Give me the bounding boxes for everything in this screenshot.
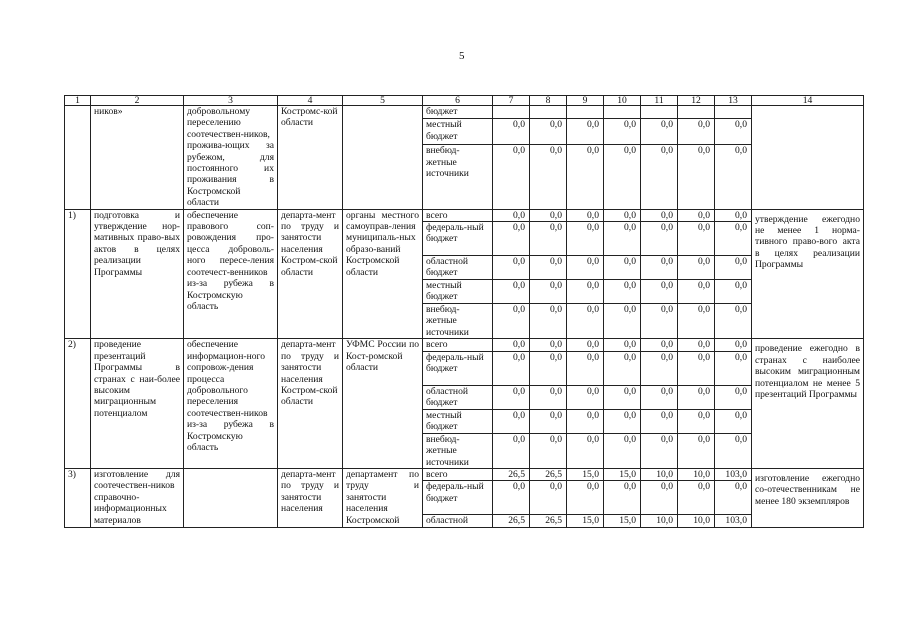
value-cell: 0,0 bbox=[604, 409, 641, 433]
value-cell: 0,0 bbox=[493, 280, 530, 304]
value-cell: 0,0 bbox=[641, 280, 678, 304]
funding-source-cell: федераль-ный бюджет bbox=[423, 351, 493, 385]
value-cell: 10,0 bbox=[678, 468, 715, 480]
funding-source-cell: всего bbox=[423, 339, 493, 351]
value-cell: 26,5 bbox=[493, 468, 530, 480]
table-row bbox=[65, 209, 864, 221]
program-table bbox=[64, 95, 864, 528]
executor-cell: департа-мент по труду и занятости населения Костром-ской области bbox=[278, 339, 343, 469]
value-cell: 0,0 bbox=[567, 280, 604, 304]
executor-cell: департа-мент по труду и занятости населения Костром-ской области bbox=[278, 209, 343, 339]
result-cell: утверждение ежегодно не менее 1 норма-тивного право-вого акта в целях реализации Программы bbox=[752, 209, 864, 339]
activity-name-cell: изготовление для соотечествен-ников справочно-информационных материалов bbox=[91, 468, 184, 527]
value-cell: 0,0 bbox=[604, 119, 641, 145]
value-cell: 0,0 bbox=[715, 209, 752, 221]
column-number: 1 bbox=[65, 96, 91, 106]
value-cell: 0,0 bbox=[530, 280, 567, 304]
value-cell: 0,0 bbox=[567, 433, 604, 468]
value-cell: 0,0 bbox=[493, 409, 530, 433]
goal-cell: добровольному переселению соотечествен-ников, прожива-ющих за рубежом, для постоянного их проживания в Костромской области bbox=[184, 106, 278, 210]
value-cell: 0,0 bbox=[715, 481, 752, 515]
result-cell: проведение ежегодно в странах с наиболее высоким миграционным потенциалом не менее 5 презентаций Программы bbox=[752, 339, 864, 469]
value-cell: 0,0 bbox=[641, 209, 678, 221]
value-cell: 0,0 bbox=[678, 409, 715, 433]
value-cell: 0,0 bbox=[604, 351, 641, 385]
value-cell: 0,0 bbox=[493, 222, 530, 256]
goal-cell: обеспечение информацион-ного сопровож-дения процесса добровольного переселения соотечествен-ников из-за рубежа в Костромскую область bbox=[184, 339, 278, 469]
value-cell: 0,0 bbox=[641, 304, 678, 339]
value-cell: 0,0 bbox=[530, 351, 567, 385]
value-cell: 0,0 bbox=[567, 119, 604, 145]
value-cell: 0,0 bbox=[567, 351, 604, 385]
value-cell: 0,0 bbox=[530, 304, 567, 339]
value-cell: 0,0 bbox=[715, 119, 752, 145]
value-cell: 0,0 bbox=[715, 433, 752, 468]
funding-source-cell: областной bbox=[423, 515, 493, 527]
value-cell: 0,0 bbox=[530, 433, 567, 468]
value-cell: 0,0 bbox=[493, 339, 530, 351]
value-cell: 0,0 bbox=[678, 145, 715, 210]
funding-source-cell: местный бюджет bbox=[423, 280, 493, 304]
value-cell: 0,0 bbox=[641, 433, 678, 468]
value-cell: 0,0 bbox=[493, 119, 530, 145]
value-cell: 26,5 bbox=[530, 515, 567, 527]
value-cell: 0,0 bbox=[604, 280, 641, 304]
funding-source-cell: внебюд-жетные источники bbox=[423, 433, 493, 468]
column-number: 5 bbox=[343, 96, 423, 106]
table-row bbox=[65, 339, 864, 351]
value-cell: 0,0 bbox=[641, 339, 678, 351]
value-cell: 0,0 bbox=[604, 222, 641, 256]
value-cell: 103,0 bbox=[715, 515, 752, 527]
funding-source-cell: местный бюджет bbox=[423, 409, 493, 433]
value-cell: 0,0 bbox=[493, 385, 530, 409]
value-cell: 0,0 bbox=[604, 145, 641, 210]
value-cell: 0,0 bbox=[567, 481, 604, 515]
value-cell: 0,0 bbox=[567, 209, 604, 221]
value-cell: 0,0 bbox=[493, 304, 530, 339]
value-cell: 0,0 bbox=[493, 351, 530, 385]
column-number: 8 bbox=[530, 96, 567, 106]
value-cell: 0,0 bbox=[715, 256, 752, 280]
activity-name-cell: проведение презентаций Программы в странах с наи-более высоким миграционным потенциалом bbox=[91, 339, 184, 469]
value-cell: 0,0 bbox=[567, 256, 604, 280]
value-cell: 0,0 bbox=[604, 339, 641, 351]
value-cell: 103,0 bbox=[715, 468, 752, 480]
funding-source-cell: федераль-ный бюджет bbox=[423, 481, 493, 515]
value-cell: 0,0 bbox=[678, 433, 715, 468]
page-number: 5 bbox=[459, 50, 465, 62]
column-number: 6 bbox=[423, 96, 493, 106]
value-cell: 0,0 bbox=[530, 119, 567, 145]
result-cell bbox=[752, 106, 864, 210]
result-cell: изготовление ежегодно со-отечественникам не менее 180 экземпляров bbox=[752, 468, 864, 527]
column-number: 2 bbox=[91, 96, 184, 106]
funding-source-cell: внебюд-жетные источники bbox=[423, 145, 493, 210]
column-number: 9 bbox=[567, 96, 604, 106]
value-cell: 0,0 bbox=[715, 409, 752, 433]
value-cell: 0,0 bbox=[678, 209, 715, 221]
value-cell: 15,0 bbox=[604, 468, 641, 480]
column-number: 10 bbox=[604, 96, 641, 106]
table-row bbox=[65, 106, 864, 119]
value-cell: 0,0 bbox=[604, 209, 641, 221]
value-cell bbox=[493, 106, 530, 119]
value-cell: 0,0 bbox=[678, 339, 715, 351]
value-cell bbox=[567, 106, 604, 119]
value-cell: 26,5 bbox=[493, 515, 530, 527]
value-cell: 0,0 bbox=[567, 409, 604, 433]
value-cell: 0,0 bbox=[678, 222, 715, 256]
value-cell: 0,0 bbox=[715, 222, 752, 256]
value-cell: 10,0 bbox=[641, 515, 678, 527]
value-cell: 0,0 bbox=[641, 145, 678, 210]
goal-cell: обеспечение правового соп-ровождения про-цесса доброволь-ного пересе-ления соотечест-венников из-за рубежа в Костромскую область bbox=[184, 209, 278, 339]
value-cell: 0,0 bbox=[530, 256, 567, 280]
table-row bbox=[65, 468, 864, 480]
activity-name-cell: ников» bbox=[91, 106, 184, 210]
value-cell: 0,0 bbox=[530, 481, 567, 515]
value-cell: 15,0 bbox=[604, 515, 641, 527]
value-cell: 0,0 bbox=[530, 339, 567, 351]
column-number: 4 bbox=[278, 96, 343, 106]
executor-cell: департа-мент по труду и занятости населения bbox=[278, 468, 343, 527]
value-cell: 0,0 bbox=[715, 351, 752, 385]
funding-source-cell: всего bbox=[423, 209, 493, 221]
value-cell: 0,0 bbox=[493, 256, 530, 280]
value-cell bbox=[530, 106, 567, 119]
value-cell: 0,0 bbox=[678, 280, 715, 304]
value-cell: 0,0 bbox=[641, 351, 678, 385]
value-cell: 0,0 bbox=[530, 145, 567, 210]
value-cell: 0,0 bbox=[641, 256, 678, 280]
value-cell: 0,0 bbox=[678, 481, 715, 515]
item-number-cell: 3) bbox=[65, 468, 91, 527]
funding-source-cell: всего bbox=[423, 468, 493, 480]
value-cell: 0,0 bbox=[715, 145, 752, 210]
value-cell: 0,0 bbox=[641, 119, 678, 145]
funding-source-cell: областной бюджет bbox=[423, 385, 493, 409]
value-cell: 0,0 bbox=[641, 409, 678, 433]
value-cell: 0,0 bbox=[715, 339, 752, 351]
column-number: 14 bbox=[752, 96, 864, 106]
value-cell: 0,0 bbox=[678, 304, 715, 339]
value-cell: 0,0 bbox=[604, 481, 641, 515]
value-cell bbox=[678, 106, 715, 119]
value-cell: 0,0 bbox=[530, 209, 567, 221]
value-cell bbox=[604, 106, 641, 119]
value-cell: 0,0 bbox=[604, 304, 641, 339]
value-cell: 0,0 bbox=[604, 385, 641, 409]
item-number-cell bbox=[65, 106, 91, 210]
value-cell: 0,0 bbox=[678, 119, 715, 145]
value-cell: 0,0 bbox=[567, 222, 604, 256]
value-cell: 0,0 bbox=[493, 433, 530, 468]
value-cell: 0,0 bbox=[567, 304, 604, 339]
value-cell: 0,0 bbox=[604, 256, 641, 280]
partner-cell: УФМС России по Кост-ромской области bbox=[343, 339, 423, 469]
column-number: 13 bbox=[715, 96, 752, 106]
value-cell: 0,0 bbox=[678, 351, 715, 385]
value-cell bbox=[715, 106, 752, 119]
value-cell: 0,0 bbox=[678, 256, 715, 280]
value-cell: 0,0 bbox=[715, 385, 752, 409]
column-number: 3 bbox=[184, 96, 278, 106]
value-cell: 15,0 bbox=[567, 468, 604, 480]
funding-source-cell: бюджет bbox=[423, 106, 493, 119]
value-cell: 0,0 bbox=[715, 280, 752, 304]
value-cell: 0,0 bbox=[567, 339, 604, 351]
column-number: 7 bbox=[493, 96, 530, 106]
value-cell: 0,0 bbox=[678, 385, 715, 409]
partner-cell bbox=[343, 106, 423, 210]
funding-source-cell: областной бюджет bbox=[423, 256, 493, 280]
value-cell: 0,0 bbox=[604, 433, 641, 468]
value-cell: 0,0 bbox=[530, 409, 567, 433]
partner-cell: органы местного самоуправ-ления муниципаль-ных образо-ваний Костромской области bbox=[343, 209, 423, 339]
value-cell: 0,0 bbox=[493, 209, 530, 221]
funding-source-cell: местный бюджет bbox=[423, 119, 493, 145]
value-cell: 10,0 bbox=[641, 468, 678, 480]
value-cell: 15,0 bbox=[567, 515, 604, 527]
value-cell: 0,0 bbox=[567, 145, 604, 210]
activity-name-cell: подготовка и утверждение нор-мативных право-вых актов в целях реализации Программы bbox=[91, 209, 184, 339]
item-number-cell: 2) bbox=[65, 339, 91, 469]
value-cell: 10,0 bbox=[678, 515, 715, 527]
funding-source-cell: федераль-ный бюджет bbox=[423, 222, 493, 256]
value-cell: 0,0 bbox=[530, 385, 567, 409]
value-cell: 26,5 bbox=[530, 468, 567, 480]
value-cell: 0,0 bbox=[567, 385, 604, 409]
partner-cell: департамент по труду и занятости населения Костромской bbox=[343, 468, 423, 527]
column-numbers-row bbox=[65, 96, 864, 106]
value-cell bbox=[641, 106, 678, 119]
funding-source-cell: внебюд-жетные источники bbox=[423, 304, 493, 339]
value-cell: 0,0 bbox=[641, 385, 678, 409]
executor-cell: Костромс-кой области bbox=[278, 106, 343, 210]
goal-cell bbox=[184, 468, 278, 527]
value-cell: 0,0 bbox=[493, 145, 530, 210]
value-cell: 0,0 bbox=[493, 481, 530, 515]
value-cell: 0,0 bbox=[530, 222, 567, 256]
value-cell: 0,0 bbox=[641, 222, 678, 256]
item-number-cell: 1) bbox=[65, 209, 91, 339]
value-cell: 0,0 bbox=[641, 481, 678, 515]
value-cell: 0,0 bbox=[715, 304, 752, 339]
column-number: 12 bbox=[678, 96, 715, 106]
column-number: 11 bbox=[641, 96, 678, 106]
